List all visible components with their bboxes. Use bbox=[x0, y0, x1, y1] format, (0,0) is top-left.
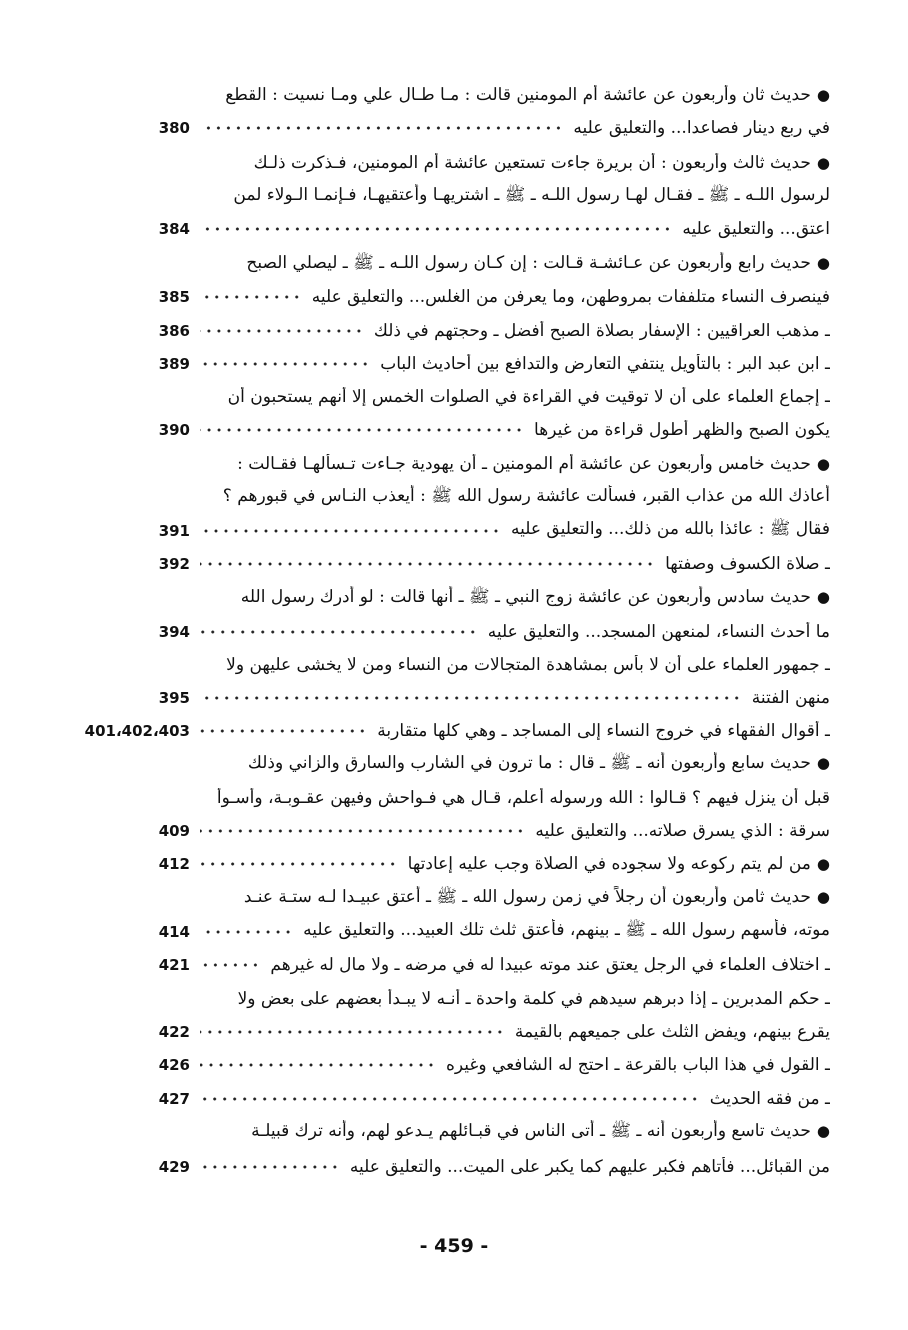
leader-dots bbox=[200, 227, 672, 231]
index-line bbox=[60, 514, 830, 547]
index-line bbox=[60, 481, 830, 514]
index-line bbox=[60, 180, 830, 213]
entry-text-content: أعاذك الله من عذاب القبر، فسألت عائشة رسول الله ﷺ : أيعذب النـاس في قبورهم ؟ bbox=[222, 486, 830, 506]
index-line bbox=[60, 248, 830, 281]
entry-text bbox=[200, 655, 830, 675]
entry-text-content: فينصرف النساء متلففات بمروطهن، وما يعرفن من الغلس... والتعليق عليه bbox=[311, 286, 830, 307]
page-reference: 422 bbox=[158, 1022, 190, 1041]
entry-text-content: من القبائل... فأتاهم فكبر عليهم كما يكبر على الميت... والتعليق عليه bbox=[349, 1156, 830, 1177]
index-line bbox=[60, 615, 830, 648]
leader-dots bbox=[200, 630, 478, 634]
entry-text bbox=[710, 1089, 830, 1109]
entry-text bbox=[200, 886, 830, 911]
leader-dots bbox=[200, 562, 655, 566]
entry-text-content: حديث رابع وأربعون عن عـائشـة قـالت : إن كـان رسول اللـه ـ ﷺ ـ ليصلي الصبح bbox=[246, 253, 811, 273]
entry-text-content: ـ أقوال الفقهاء في خروج النساء إلى المساجد ـ وهي كلها متقاربة bbox=[377, 720, 830, 741]
index-line bbox=[60, 847, 830, 880]
entry-text bbox=[665, 554, 830, 574]
bullet-icon: ● bbox=[816, 854, 830, 873]
index-line bbox=[60, 78, 830, 111]
entry-text bbox=[752, 688, 830, 708]
index-line bbox=[60, 447, 830, 480]
entry-text bbox=[270, 955, 830, 975]
leader-dots bbox=[200, 329, 364, 333]
leader-dots bbox=[200, 362, 370, 366]
page-reference: 390 bbox=[158, 420, 190, 439]
index-line bbox=[60, 1082, 830, 1115]
entry-text-content: حديث ثان وأربعون عن عائشة أم المومنين قالت : مـا طـال علي ومـا نسيت : القطع bbox=[225, 84, 811, 105]
page-reference: 386 bbox=[158, 321, 190, 340]
entry-text-content: فقال ﷺ : عائذا بالله من ذلك... والتعليق عليه bbox=[510, 519, 830, 539]
entry-text bbox=[488, 622, 830, 642]
index-line bbox=[60, 212, 830, 245]
leader-dots bbox=[200, 529, 501, 533]
entry-text bbox=[200, 153, 830, 173]
entry-text bbox=[380, 354, 830, 374]
entry-text-content: ـ جمهور العلماء على أن لا بأس بمشاهدة المتجالات من النساء ومن لا يخشى عليهن ولا bbox=[226, 654, 830, 675]
index-line bbox=[60, 948, 830, 981]
entry-text-content: منهن الفتنة bbox=[751, 687, 830, 708]
entry-text-content: حديث ثامن وأربعون أن رجلاً في زمن رسول الله ـ ﷺ ـ أعتق عبيـدا لـه ستـة عنـد bbox=[243, 887, 811, 907]
entry-text-content: حديث تاسع وأربعون أنه ـ ﷺ ـ أتى الناس في قبـائلهم يـدعو لهم، وأنه ترك قبيلـة bbox=[251, 1121, 811, 1141]
entry-text-content: ـ حكم المدبرين ـ إذا دبرهم سيدهم في كلمة واحدة ـ أنـه لا يبـدأ بعضهم على بعض ولا bbox=[237, 988, 830, 1009]
bullet-icon: ● bbox=[816, 588, 830, 606]
entry-text bbox=[377, 721, 830, 741]
entry-text bbox=[200, 85, 830, 105]
entry-text bbox=[682, 219, 830, 239]
entry-text-content: سرقة : الذي يسرق صلاته... والتعليق عليه bbox=[535, 820, 830, 841]
leader-dots bbox=[200, 1030, 505, 1034]
index-line bbox=[60, 413, 830, 446]
bullet-icon: ● bbox=[816, 85, 830, 104]
bullet-icon: ● bbox=[816, 153, 830, 172]
page-reference: 384 bbox=[158, 219, 190, 238]
entry-text bbox=[446, 1055, 830, 1075]
entry-text bbox=[350, 1157, 830, 1177]
index-line bbox=[60, 781, 830, 814]
entry-text bbox=[200, 989, 830, 1009]
entry-text-content: ـ اختلاف العلماء في الرجل يعتق عند موته عبيدا له في مرضه ـ ولا مال له غيرهم bbox=[270, 954, 830, 975]
index-line bbox=[60, 314, 830, 347]
entry-text bbox=[200, 788, 830, 808]
index-line bbox=[60, 882, 830, 915]
entry-text-content: ـ إجماع العلماء على أن لا توقيت في القراءة في الصلوات الخمس إلا أنهم يستحبون أن bbox=[227, 386, 830, 407]
page-reference: 421 bbox=[158, 955, 190, 974]
entry-text-content: اعتق... والتعليق عليه bbox=[682, 218, 830, 239]
leader-dots bbox=[200, 829, 525, 833]
bullet-icon: ● bbox=[816, 454, 830, 473]
bullet-icon: ● bbox=[816, 254, 830, 272]
bullet-icon: ● bbox=[816, 888, 830, 906]
page-reference: 389 bbox=[158, 354, 190, 373]
entry-text bbox=[534, 420, 830, 440]
entry-text-content: من لم يتم ركوعه ولا سجوده في الصلاة وجب عليه إعادتها bbox=[407, 853, 811, 874]
entry-text bbox=[200, 454, 830, 474]
entry-text-content: حديث سادس وأربعون عن عائشة زوج النبي ـ ﷺ ـ أنها قالت : لو أدرك رسول الله bbox=[240, 587, 811, 607]
index-line bbox=[60, 1015, 830, 1048]
page-reference: 394 bbox=[158, 622, 190, 641]
index-line bbox=[60, 111, 830, 144]
page-reference: 427 bbox=[158, 1089, 190, 1108]
entry-text bbox=[303, 919, 830, 944]
page-reference: 412 bbox=[158, 854, 190, 873]
bullet-icon: ● bbox=[816, 754, 830, 772]
leader-dots bbox=[200, 126, 563, 130]
page-reference: 395 bbox=[158, 688, 190, 707]
index-line bbox=[60, 380, 830, 413]
entry-text-content: ما أحدث النساء، لمنعهن المسجد... والتعليق عليه bbox=[487, 621, 830, 642]
entry-text-content: موته، فأسهم رسول الله ـ ﷺ ـ بينهم، فأعتق ثلث تلك العبيد... والتعليق عليه bbox=[303, 920, 830, 940]
page-reference: 391 bbox=[158, 521, 190, 540]
entry-text-content: يقرع بينهم، ويفض الثلث على جميعهم بالقيمة bbox=[514, 1021, 830, 1042]
page-reference: 380 bbox=[158, 118, 190, 137]
leader-dots bbox=[200, 295, 302, 299]
page-reference: 429 bbox=[158, 1157, 190, 1176]
entry-text-content: حديث ثالث وأربعون : أن بريرة جاءت تستعين عائشة أم المومنين، فـذكرت ذلـك bbox=[253, 152, 811, 173]
leader-dots bbox=[200, 963, 260, 967]
entry-text-content: حديث خامس وأربعون عن عائشة أم المومنين ـ أن يهودية جـاءت تـسألهـا فقـالت : bbox=[237, 453, 811, 474]
entry-text bbox=[200, 387, 830, 407]
index-line bbox=[60, 280, 830, 313]
index-line bbox=[60, 146, 830, 179]
entry-text-content: يكون الصبح والظهر أطول قراءة من غيرها bbox=[534, 419, 830, 440]
leader-dots bbox=[200, 862, 398, 866]
entry-text bbox=[535, 821, 830, 841]
index-line bbox=[60, 347, 830, 380]
index-line bbox=[60, 648, 830, 681]
index-line bbox=[60, 748, 830, 781]
entry-text bbox=[408, 854, 830, 874]
entry-text-content: حديث سابع وأربعون أنه ـ ﷺ ـ قال : ما ترون في الشارب والسارق والزاني وذلك bbox=[247, 753, 811, 773]
entry-text-content: ـ مذهب العراقيين : الإسفار بصلاة الصبح أفضل ـ وحجتهم في ذلك bbox=[373, 320, 830, 341]
leader-dots bbox=[200, 1063, 436, 1067]
index-line bbox=[60, 982, 830, 1015]
index-line bbox=[60, 547, 830, 580]
page-reference: 401،402،403 bbox=[84, 721, 190, 740]
page-reference: 426 bbox=[158, 1055, 190, 1074]
entry-text bbox=[200, 252, 830, 277]
entry-text-content: قبل أن ينزل فيهم ؟ قـالوا : الله ورسوله أعلم، قـال هي فـواحش وفيهن عقـوبـة، وأسـوأ bbox=[216, 787, 830, 808]
page-reference: 392 bbox=[158, 554, 190, 573]
entry-text-content: لرسول اللـه ـ ﷺ ـ فقـال لهـا رسول اللـه ـ ﷺ ـ اشتريهـا وأعتقيهـا، فـإنمـا الـولاء لمن bbox=[233, 185, 830, 205]
page-reference: 385 bbox=[158, 287, 190, 306]
index-line bbox=[60, 915, 830, 948]
entry-text-content: ـ القول في هذا الباب بالقرعة ـ احتج له الشافعي وغيره bbox=[446, 1054, 830, 1075]
entry-text-content: ـ صلاة الكسوف وصفتها bbox=[665, 553, 830, 574]
page-reference: 414 bbox=[158, 922, 190, 941]
leader-dots bbox=[200, 428, 524, 432]
entry-text bbox=[573, 118, 830, 138]
index-line bbox=[60, 1116, 830, 1149]
entry-text bbox=[312, 287, 830, 307]
leader-dots bbox=[200, 1165, 340, 1169]
index-line bbox=[60, 1048, 830, 1081]
index-line bbox=[60, 1150, 830, 1183]
page-number: - 459 - bbox=[419, 1235, 489, 1257]
page-reference: 409 bbox=[158, 821, 190, 840]
entry-text-content: ـ ابن عبد البر : بالتأويل ينتفي التعارض والتدافع بين أحاديث الباب bbox=[380, 353, 830, 374]
entry-text bbox=[511, 518, 830, 543]
leader-dots bbox=[200, 729, 367, 733]
entry-text bbox=[200, 485, 830, 510]
leader-dots bbox=[200, 1097, 700, 1101]
entry-text bbox=[200, 752, 830, 777]
entry-text bbox=[200, 184, 830, 209]
entry-text bbox=[200, 586, 830, 611]
index-line bbox=[60, 582, 830, 615]
leader-dots bbox=[200, 696, 742, 700]
leader-dots bbox=[200, 930, 293, 934]
index-line bbox=[60, 814, 830, 847]
entry-text-content: في ربع دينار فصاعدا... والتعليق عليه bbox=[573, 117, 830, 138]
index-line bbox=[60, 714, 830, 747]
entry-text bbox=[515, 1022, 830, 1042]
index-line bbox=[60, 681, 830, 714]
entry-text bbox=[200, 1120, 830, 1145]
bullet-icon: ● bbox=[816, 1122, 830, 1140]
entry-text bbox=[374, 321, 830, 341]
entry-text-content: ـ من فقه الحديث bbox=[709, 1088, 830, 1109]
